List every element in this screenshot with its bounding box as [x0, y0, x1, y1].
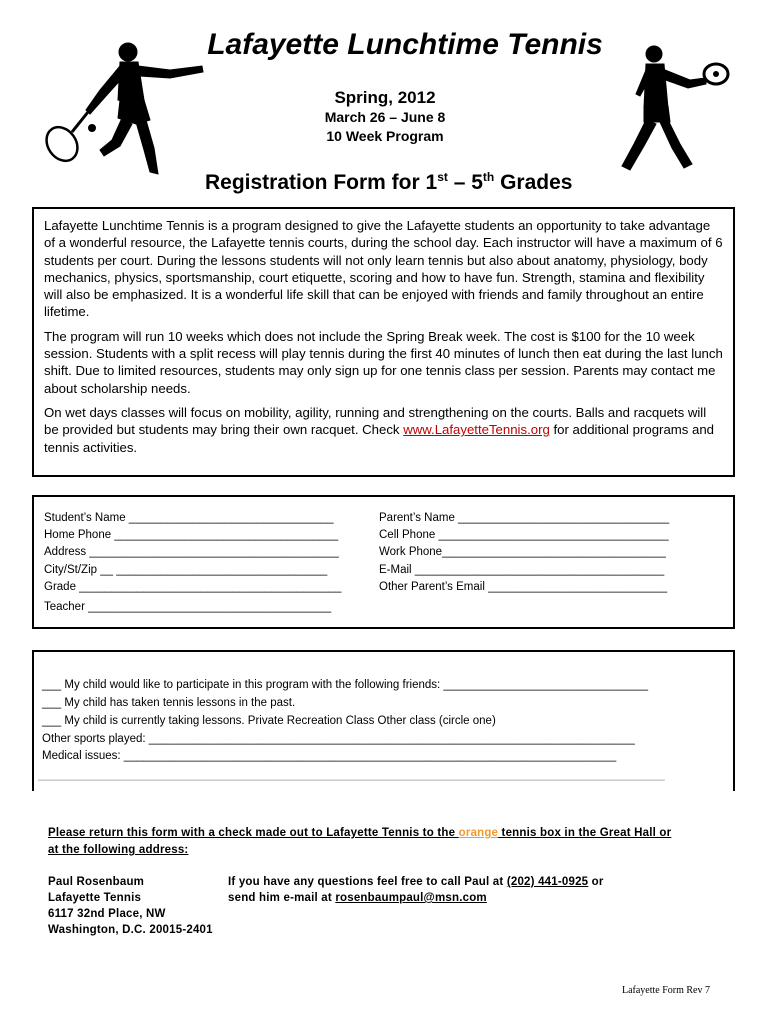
extra-line[interactable]: __________________________________________________________________________________________________ — [38, 769, 665, 781]
cell-phone-field[interactable]: Cell Phone ____________________________________ — [379, 529, 669, 541]
grade-field[interactable]: Grade _________________________________________ — [44, 581, 342, 593]
other-sports-field[interactable]: Other sports played: ____________________________________________________________________________ — [42, 733, 635, 745]
current-lessons-checkbox-line[interactable]: ___ My child is currently taking lessons. Private Recreation Class Other class (circle one) — [42, 715, 496, 727]
home-phone-field[interactable]: Home Phone ___________________________________ — [44, 529, 339, 541]
program-length: 10 Week Program — [326, 128, 444, 144]
past-lessons-checkbox-line[interactable]: ___ My child has taken tennis lessons in the past. — [42, 697, 296, 709]
email-link[interactable]: rosenbaumpaul@msn.com — [335, 892, 487, 904]
teacher-field[interactable]: Teacher ______________________________________ — [44, 601, 332, 613]
email-field[interactable]: E-Mail _______________________________________ — [379, 564, 665, 576]
form-revision: Lafayette Form Rev 7 — [621, 985, 710, 996]
other-parent-email-field[interactable]: Other Parent’s Email ____________________________ — [379, 581, 668, 593]
description-paragraph: On wet days classes will focus on mobility, agility, running and strengthening on the courts. Balls and racquets will be provided but students may bring their own racquet. Check www.LafayetteTennis.org for additional programs and tennis activities. — [44, 404, 715, 455]
student-info-section — [32, 495, 735, 629]
contact-info: If you have any questions feel free to call Paul at (202) 441-0925 or send him e-mail at rosenbaumpaul@msn.com — [228, 876, 604, 904]
participation-section — [32, 650, 735, 791]
page-title: Lafayette Lunchtime Tennis — [207, 28, 603, 61]
city-state-zip-field[interactable]: City/St/Zip __ _________________________________ — [44, 564, 328, 576]
dates: March 26 – June 8 — [324, 109, 446, 125]
phone-number[interactable]: (202) 441-0925 — [506, 876, 589, 888]
return-instructions: Please return this form with a check made out to Lafayette Tennis to the orange tennis box in the Great Hall or — [48, 827, 672, 839]
description-paragraph: The program will run 10 weeks which does not include the Spring Break week. The cost is $100 for the 10 week session. Students with a split recess will play tennis during the first 40 minutes of lunch then eat during the last lunch shift. Due to limited resources, students may only sign up for one tennis class per session. Parents may contact me about scholarship needs. — [44, 328, 723, 396]
student-name-field[interactable]: Student’s Name ________________________________ — [44, 512, 334, 524]
address-field[interactable]: Address _______________________________________ — [44, 546, 339, 558]
season: Spring, 2012 — [334, 88, 436, 107]
mailing-address: Paul Rosenbaum Lafayette Tennis 6117 32nd Place, NW Washington, D.C. 20015-2401 — [48, 876, 213, 936]
program-description — [32, 207, 735, 477]
medical-issues-field[interactable]: Medical issues: _____________________________________________________________________________ — [42, 750, 617, 762]
description-paragraph: Lafayette Lunchtime Tennis is a program designed to give the Lafayette students an opportunity to take advantage of a wonderful resource, the Lafayette tennis courts, during the school day. Each instructor will have a maximum of 6 students per court. During the lessons students will not only learn tennis but also about anatomy, physiology, body mechanics, physics, sportsmanship, court etiquette, scoring and how to have fun. Strength, stamina and flexibility will also be emphasized. It is a wonderful life skill that can be enjoyed with friends and family throughout an entire lifetime. — [44, 218, 723, 320]
return-instructions-line2: at the following address: — [48, 844, 189, 856]
form-title: Registration Form for 1st – 5th Grades — [205, 170, 573, 194]
parent-name-field[interactable]: Parent’s Name _________________________________ — [379, 512, 670, 524]
work-phone-field[interactable]: Work Phone___________________________________ — [379, 546, 666, 558]
friends-checkbox-line[interactable]: ___ My child would like to participate in this program with the following friends: ________________________________ — [42, 679, 649, 691]
website-link[interactable]: www.LafayetteTennis.org — [403, 422, 550, 438]
